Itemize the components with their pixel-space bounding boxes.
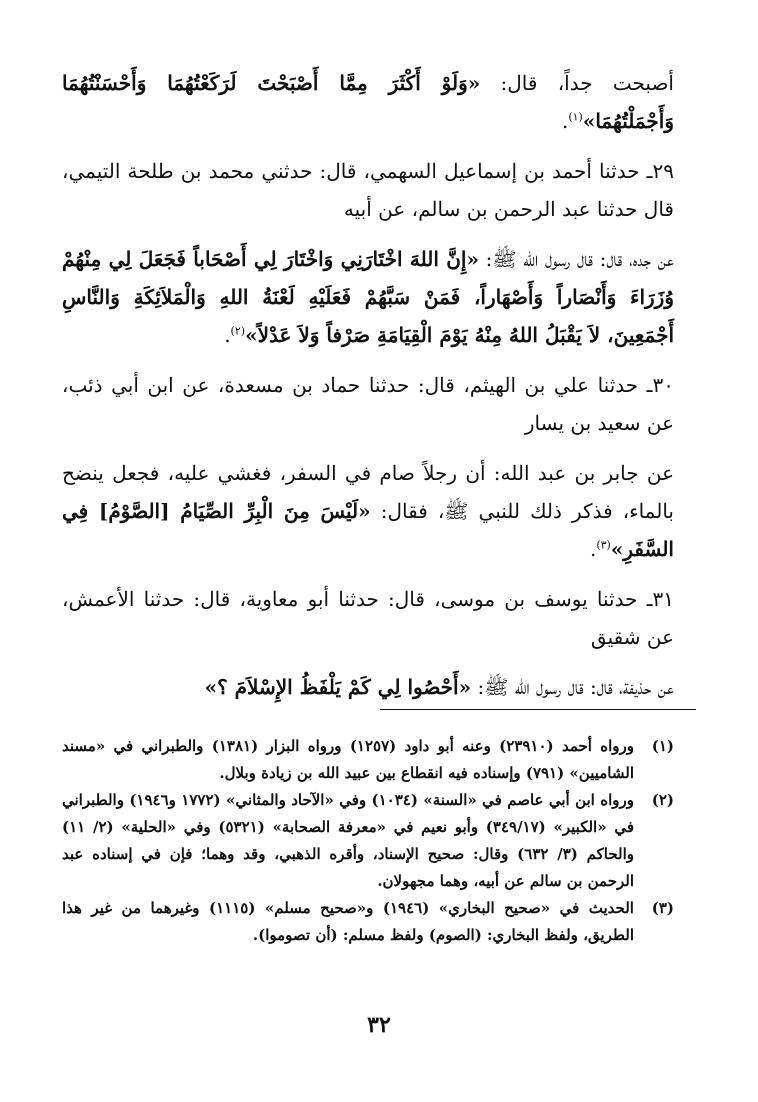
main-text: [62, 64, 674, 706]
paragraph-text: عن جابر بن عبد الله: أن رجلاً صام في السفر، فغشي عليه، فجعل ينضح بالماء، فذكر ذلك للنبي ﷺ، فقال:: [62, 461, 674, 523]
paragraph-end: .: [224, 323, 231, 347]
footnote-text: ورواه أحمد (٢٣٩١٠) وعنه أبو داود (١٢٥٧) ورواه البزار (١٣٨١) والطبراني في «مسند الشاميين» (٧٩١) وإسناده فيه انقطاع بين عبيد الله بن زيادة وبلال.: [62, 737, 634, 782]
hadith-quote: «إِنَّ اللهَ اخْتَارَنِي وَاخْتَارَ لِي أَصْحَاباً فَجَعَلَ لِي مِنْهُمْ وُزَرَاءَ وَأَنْصَاراً وَأَصْهَاراً، فَمَنْ سَبَّهُمْ فَعَلَيْهِ لَعْنَةُ اللهِ وَالْمَلاَئِكَةِ وَالنَّاسِ أَجْمَعِينَ، لاَ يَقْبَلُ اللهُ مِنْهُ يَوْمَ الْقِيَامَةِ صَرْفاً وَلاَ عَدْلاً»: [62, 247, 674, 347]
paragraph-2: [62, 152, 674, 228]
paragraph-3: [62, 240, 674, 354]
isnad-text: ٢٩ـ حدثنا أحمد بن إسماعيل السهمي، قال: حدثني محمد بن طلحة التيمي، قال حدثنا عبد الرحمن بن سالم، عن أبيه: [62, 159, 674, 221]
footnote-3: [62, 895, 674, 949]
footnote-2: [62, 787, 674, 895]
footnote-number: (٣): [651, 899, 674, 917]
paragraph-5: [62, 454, 674, 568]
page-number: ٣٢: [367, 1012, 391, 1038]
hadith-quote: «لَيْسَ مِنَ الْبِرِّ الصِّيَامُ [الصَّوْمُ] فِي السَّفَرِ»: [62, 499, 674, 561]
paragraph-text: أصبحت جداً، قال:: [480, 71, 674, 95]
footnote-number: (١): [651, 737, 674, 755]
footnotes: [62, 733, 674, 949]
isnad-text: ٣١ـ حدثنا يوسف بن موسى، قال: حدثنا أبو معاوية، قال: حدثنا الأعمش، عن شقيق: [62, 587, 674, 649]
footnote-number: (٢): [651, 791, 674, 809]
footnote-ref: (١): [568, 110, 583, 124]
footnote-text: الحديث في «صحيح البخاري» (١٩٤٦) و«صحيح مسلم» (١١١٥) وغيرهما من غير هذا الطريق، ولفظ البخاري: (الصوم) ولفظ مسلم: (أن تصوموا).: [62, 899, 634, 944]
paragraph-4: [62, 366, 674, 442]
footnote-1: [62, 733, 674, 787]
hadith-quote: «أَحْصُوا لِي كَمْ يَلْفَظُ الإِسْلاَمَ ؟»: [204, 675, 472, 699]
paragraph-1: [62, 64, 674, 140]
paragraph-text: عن حذيفة، قال: قال رسول الله ﷺ:: [471, 675, 674, 699]
paragraph-end: .: [561, 109, 569, 133]
hadith-quote: «وَلَوْ أَكْثَرَ مِمَّا أَصْبَحْتَ لَرَكَعْتُهُمَا وَأَحْسَنْتُهُمَا وَأَجْمَلْتُهُمَا»: [62, 71, 674, 133]
paragraph-7: [62, 668, 674, 706]
footnote-text: ورواه ابن أبي عاصم في «السنة» (١٠٣٤) وفي «الآحاد والمثاني» (١٧٧٢ و١٩٤٦) والطبراني في «الكبير» (٣٤٩/١٧) وأبو نعيم في «معرفة الصحابة» (٥٣٢١) وفي «الحلية» (٢/ ١١) والحاكم (٣/ ٦٣٢) وقال: صحيح الإسناد، وأقره الذهبي، وقد وهما؛ فإن في إسناده عبد الرحمن بن سالم عن أبيه، وهما مجهولان.: [62, 791, 634, 890]
isnad-text: ٣٠ـ حدثنا علي بن الهيثم، قال: حدثنا حماد بن مسعدة، عن ابن أبي ذئب، عن سعيد بن يسار: [62, 373, 674, 435]
footnote-ref: (٣): [596, 538, 611, 552]
paragraph-6: [62, 580, 674, 656]
paragraph-end: .: [589, 537, 597, 561]
footnote-divider: [380, 709, 696, 710]
footnote-ref: (٢): [230, 324, 246, 338]
paragraph-text: عن جده، قال: قال رسول الله ﷺ:: [478, 247, 674, 271]
